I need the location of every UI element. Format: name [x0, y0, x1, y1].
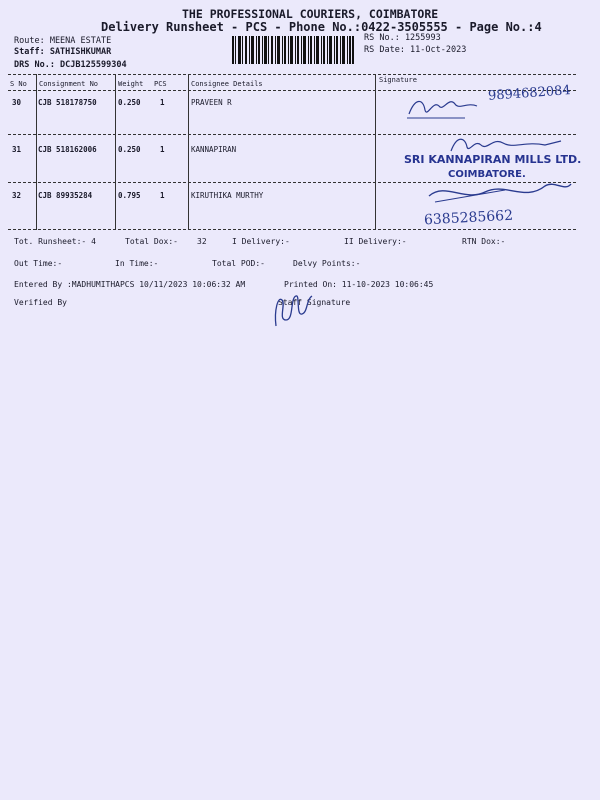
- total-runsheet: Tot. Runsheet:- 4: [14, 237, 96, 246]
- row-30-consignee: PRAVEEN R: [191, 98, 232, 107]
- row-32-weight: 0.795: [118, 191, 141, 200]
- barcode: [232, 36, 354, 64]
- delivery-points: Delvy Points:-: [293, 259, 361, 268]
- verified-by: Verified By: [14, 298, 67, 307]
- signature-row-31b: [425, 172, 575, 212]
- row-32-pcs: 1: [160, 191, 165, 200]
- drs-number: DRS No.: DCJB125599304: [14, 60, 127, 70]
- col-header-sno: S No: [10, 80, 27, 88]
- row-32-sno: 32: [12, 191, 22, 200]
- runsheet-title: Delivery Runsheet - PCS - Phone No.:0422-3505555 - Page No.:4: [101, 20, 542, 34]
- row-31-consignment: CJB 518162006: [38, 145, 97, 154]
- row-31-sno: 31: [12, 145, 22, 154]
- out-time: Out Time:-: [14, 259, 63, 268]
- company-title: THE PROFESSIONAL COURIERS, COIMBATORE: [182, 7, 439, 21]
- total-dox-label: Total Dox:-: [125, 237, 178, 246]
- col-header-weight: Weight: [118, 80, 144, 88]
- col-header-consignment: Consignment No: [39, 80, 99, 88]
- total-pod: Total POD:-: [212, 259, 265, 268]
- printed-on: Printed On: 11-10-2023 10:06:45: [284, 280, 434, 289]
- row-30-phone-handwritten: 9894682084: [487, 83, 572, 104]
- rs-number: RS No.: 1255993: [364, 33, 441, 43]
- row-30-weight: 0.250: [118, 98, 141, 107]
- col-header-signature: Signature: [379, 76, 417, 84]
- row-30-consignment: CJB 518178750: [38, 98, 97, 107]
- row-32-consignment: CJB 89935284: [38, 191, 93, 200]
- staff-signature-scribble: [268, 290, 318, 330]
- rs-date: RS Date: 11-Oct-2023: [364, 45, 467, 55]
- first-delivery: I Delivery:-: [232, 237, 290, 246]
- col-header-pcs: PCS: [154, 80, 167, 88]
- row-30-sno: 30: [12, 98, 22, 107]
- second-delivery: II Delivery:-: [344, 237, 407, 246]
- route-label: Route: MEENA ESTATE: [14, 36, 112, 46]
- in-time: In Time:-: [115, 259, 159, 268]
- rtn-dox: RTN Dox:-: [462, 237, 506, 246]
- company-stamp-line2: COIMBATORE.: [448, 169, 526, 180]
- row-31-weight: 0.250: [118, 145, 141, 154]
- signature-row-30: [405, 92, 485, 122]
- row-31-consignee: KANNAPIRAN: [191, 145, 237, 154]
- company-stamp-line1: SRI KANNAPIRAN MILLS LTD.: [404, 153, 582, 166]
- row-32-consignee: KIRUTHIKA MURTHY: [191, 191, 264, 200]
- entered-by: Entered By :MADHUMITHAPCS 10/11/2023 10:06:32 AM: [14, 280, 246, 289]
- col-header-consignee: Consignee Details: [191, 80, 263, 88]
- staff-label: Staff: SATHISHKUMAR: [14, 47, 112, 57]
- row-30-pcs: 1: [160, 98, 165, 107]
- row-32-phone-handwritten: 6385285662: [423, 207, 514, 229]
- row-31-pcs: 1: [160, 145, 165, 154]
- staff-signature-label: Staff Signature: [278, 298, 351, 307]
- total-dox-value: 32: [197, 237, 207, 246]
